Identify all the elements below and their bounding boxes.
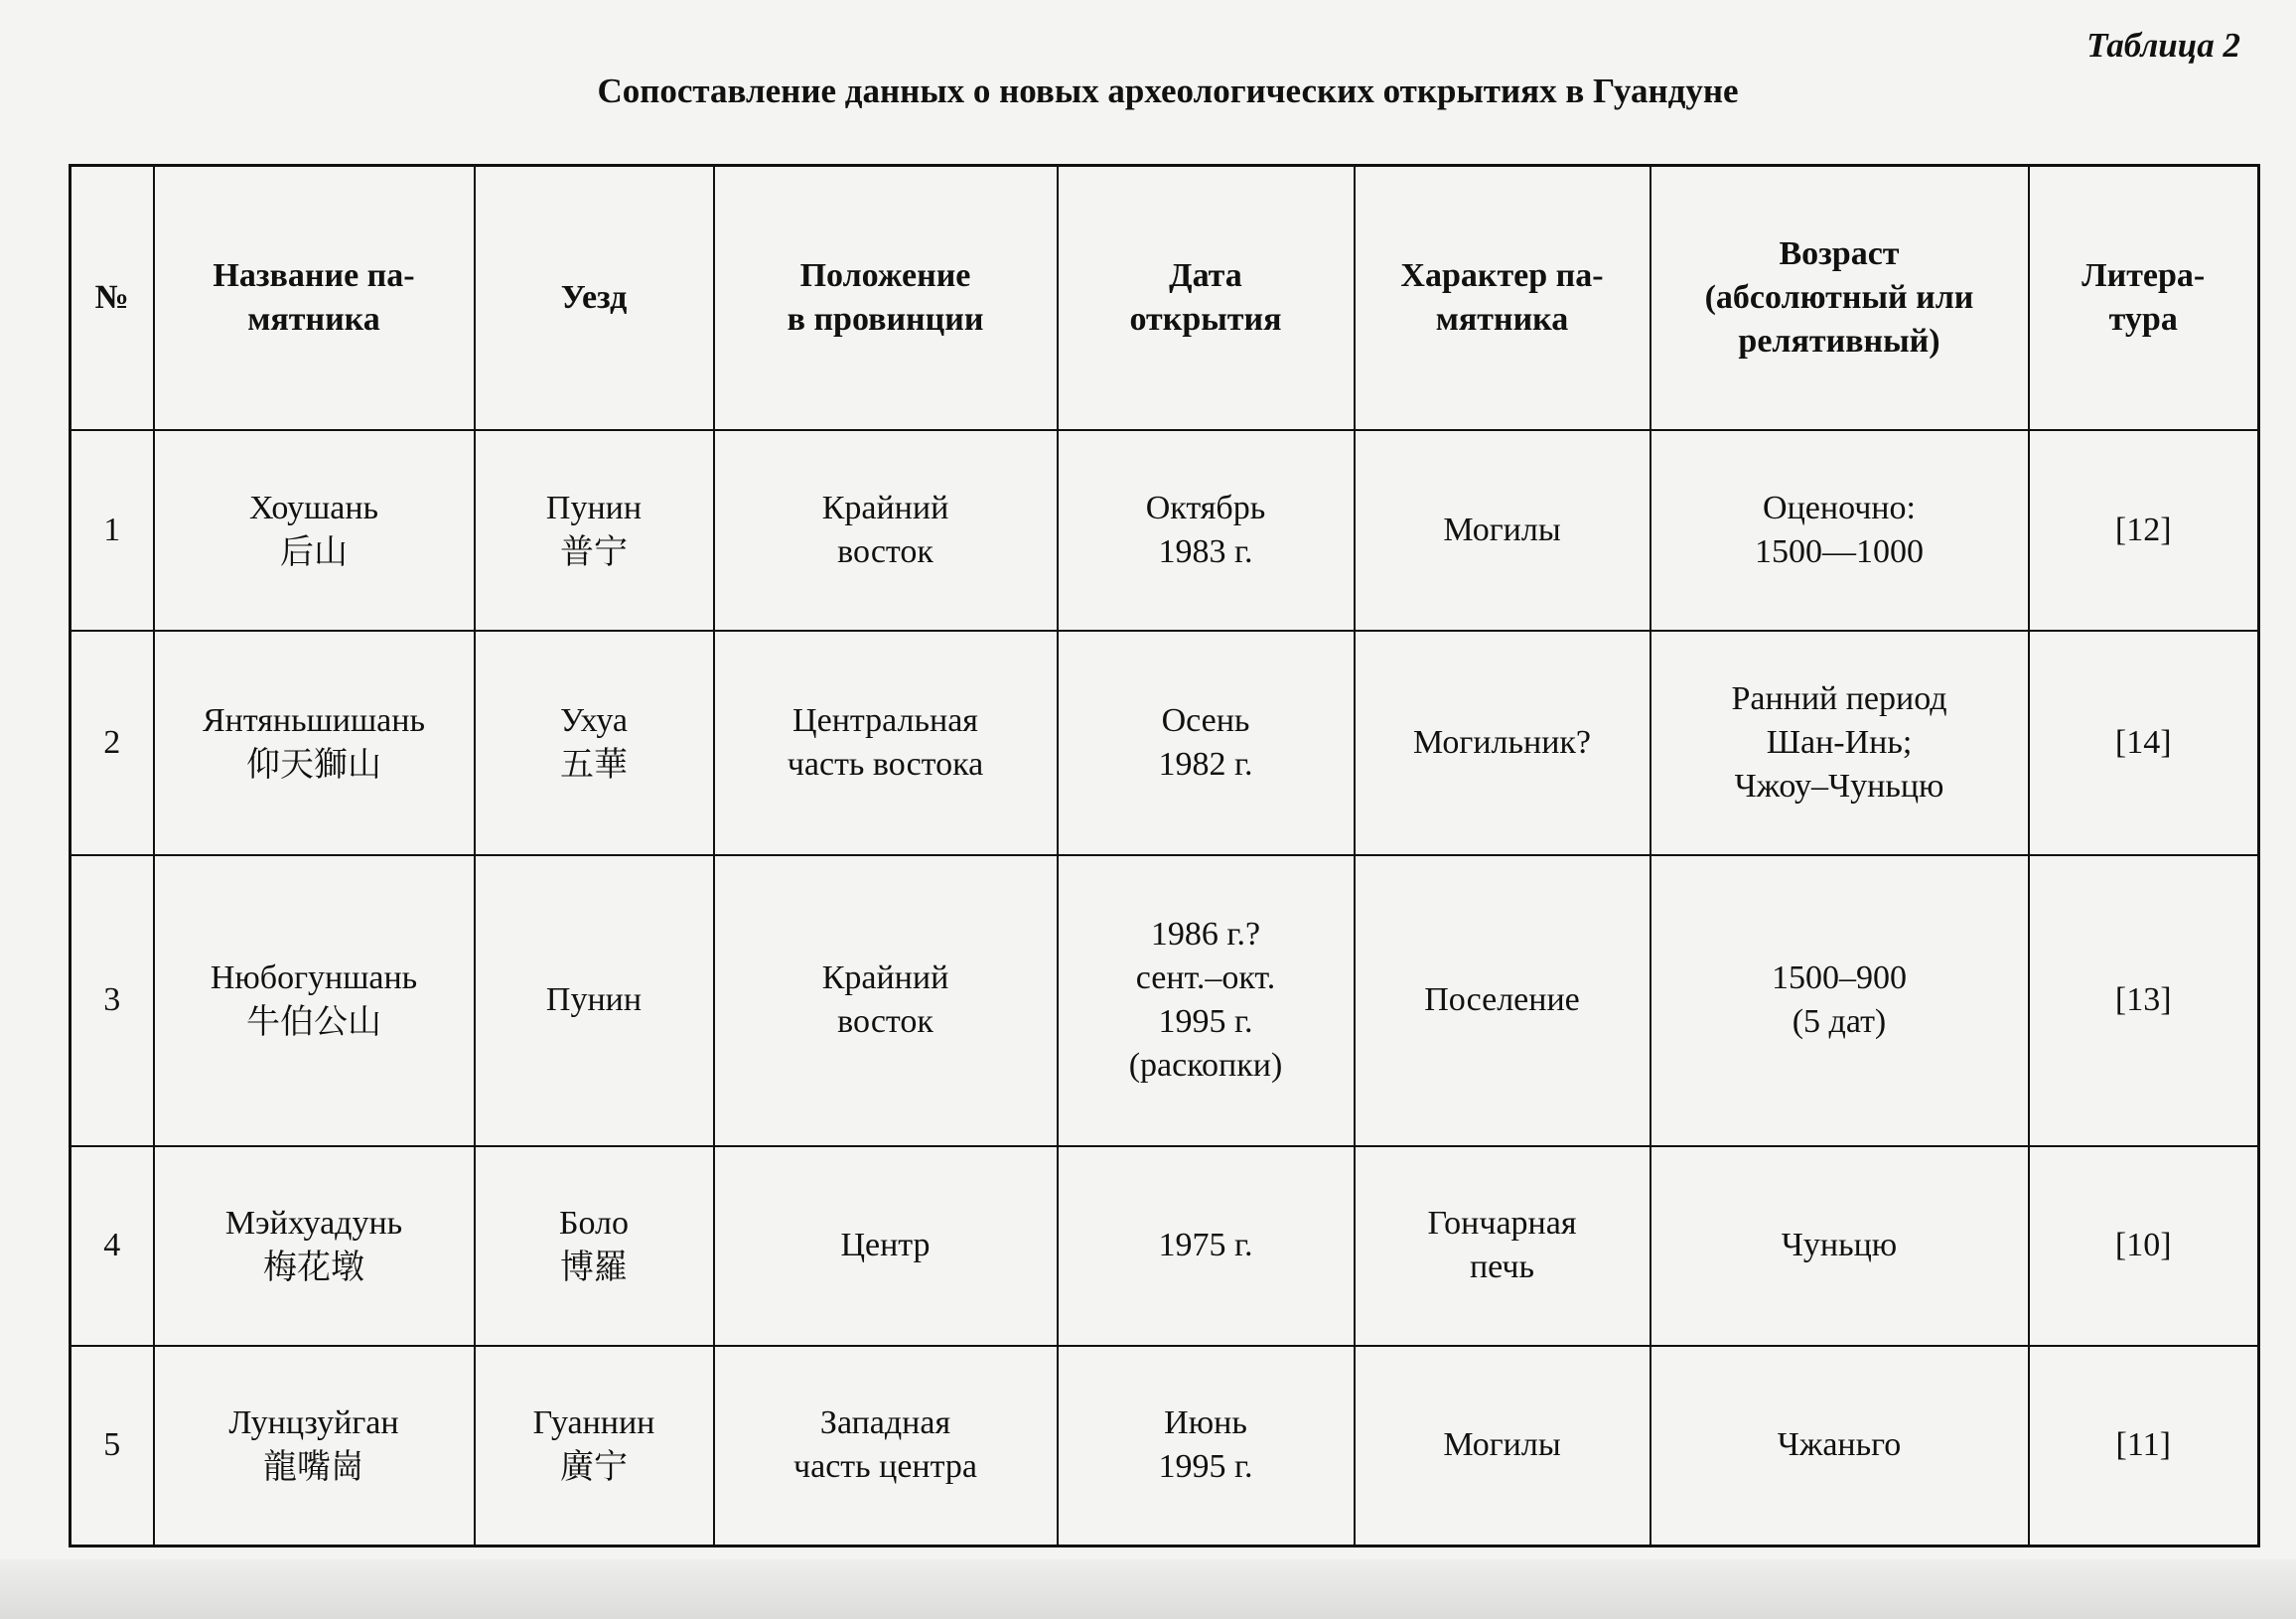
col-header-position: Положение в провинции [714, 166, 1058, 430]
cell-type: Могилы [1355, 430, 1650, 631]
table-row [71, 855, 2259, 1146]
table-row [71, 1146, 2259, 1346]
cell-date: Осень 1982 г. [1058, 631, 1355, 855]
cell-ref: [13] [2029, 855, 2259, 1146]
cell-date: 1986 г.? сент.–окт. 1995 г. (раскопки) [1058, 855, 1355, 1146]
cell-position: Крайний восток [714, 855, 1058, 1146]
cell-age: Чуньцю [1650, 1146, 2029, 1346]
cell-number: 3 [71, 855, 154, 1146]
cell-type: Могильник? [1355, 631, 1650, 855]
cell-name: Мэйхуадунь 梅花墩 [154, 1146, 475, 1346]
cell-ref: [10] [2029, 1146, 2259, 1346]
col-header-date: Дата открытия [1058, 166, 1355, 430]
page-shadow [0, 1559, 2296, 1619]
cell-age: 1500–900 (5 дат) [1650, 855, 2029, 1146]
cell-number: 4 [71, 1146, 154, 1346]
cell-name: Янтяньшишань 仰天獅山 [154, 631, 475, 855]
table-row [71, 1346, 2259, 1546]
cell-name: Лунцзуйган 龍嘴崗 [154, 1346, 475, 1546]
cell-name: Нюбогуншань 牛伯公山 [154, 855, 475, 1146]
cell-ref: [14] [2029, 631, 2259, 855]
table-title: Сопоставление данных о новых археологических открытиях в Гуандуне [597, 72, 1739, 110]
cell-date: Июнь 1995 г. [1058, 1346, 1355, 1546]
cell-type: Поселение [1355, 855, 1650, 1146]
cell-name: Хоушань 后山 [154, 430, 475, 631]
col-header-number: № [71, 166, 154, 430]
col-header-age: Возраст (абсолютный или релятивный) [1650, 166, 2029, 430]
cell-county: Ухуа 五華 [475, 631, 714, 855]
cell-type: Гончарная печь [1355, 1146, 1650, 1346]
sites-table [69, 164, 2260, 1547]
cell-position: Западная часть центра [714, 1346, 1058, 1546]
table-row [71, 430, 2259, 631]
table-label: Таблица 2 [2086, 26, 2240, 65]
header-row [71, 166, 2259, 430]
cell-number: 1 [71, 430, 154, 631]
cell-ref: [11] [2029, 1346, 2259, 1546]
cell-type: Могилы [1355, 1346, 1650, 1546]
cell-age: Чжаньго [1650, 1346, 2029, 1546]
cell-county: Гуаннин 廣宁 [475, 1346, 714, 1546]
cell-date: 1975 г. [1058, 1146, 1355, 1346]
cell-number: 2 [71, 631, 154, 855]
cell-position: Крайний восток [714, 430, 1058, 631]
col-header-name: Название па- мятника [154, 166, 475, 430]
cell-position: Центральная часть востока [714, 631, 1058, 855]
cell-age: Ранний период Шан-Инь; Чжоу–Чуньцю [1650, 631, 2029, 855]
cell-position: Центр [714, 1146, 1058, 1346]
cell-date: Октябрь 1983 г. [1058, 430, 1355, 631]
cell-county: Пунин [475, 855, 714, 1146]
cell-age: Оценочно: 1500—1000 [1650, 430, 2029, 631]
cell-county: Пунин 普宁 [475, 430, 714, 631]
col-header-literature: Литера- тура [2029, 166, 2259, 430]
col-header-type: Характер па- мятника [1355, 166, 1650, 430]
cell-number: 5 [71, 1346, 154, 1546]
cell-ref: [12] [2029, 430, 2259, 631]
table-row [71, 631, 2259, 855]
col-header-county: Уезд [475, 166, 714, 430]
cell-county: Боло 博羅 [475, 1146, 714, 1346]
